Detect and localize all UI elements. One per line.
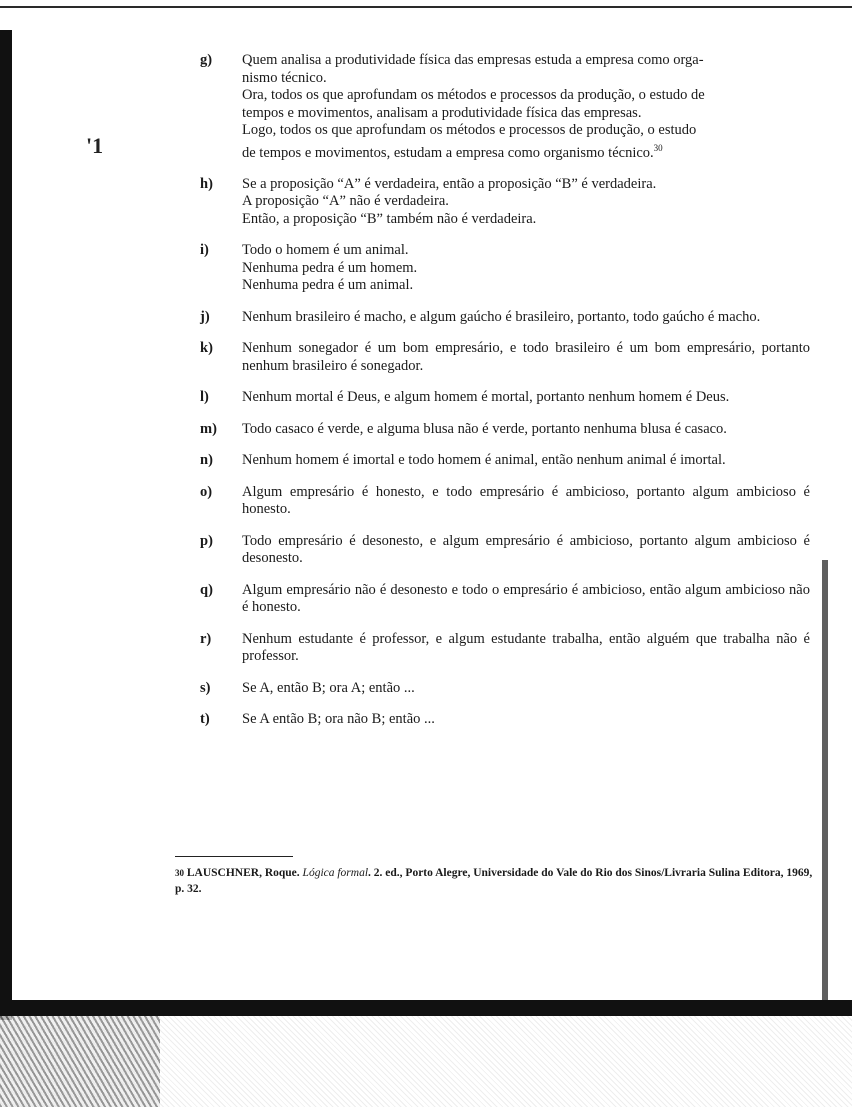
item-letter: o) (200, 483, 213, 500)
list-item (200, 309, 810, 327)
text-line: tempos e movimentos, analisam a produtividade física das empresas. (242, 104, 642, 121)
footnote-details: . 2. ed., Porto Alegre, Universidade do Vale do Rio dos Sinos/Livraria Sulina Editora, 1969, p. 32. (175, 867, 813, 895)
footnote-number: 30 (175, 868, 184, 878)
item-text (242, 52, 810, 162)
text-line: Nenhuma pedra é um homem. (242, 259, 418, 276)
text-line: Ora, todos os que aprofundam os métodos e processos da produção, o estudo de (242, 87, 705, 103)
item-text: Nenhum sonegador é um bom empresário, e todo brasileiro é um bom empresário, portanto nenhum brasileiro é sonegador. (242, 340, 810, 374)
item-letter: q) (200, 581, 213, 598)
scan-right-edge (822, 560, 828, 1010)
page-top-rule (0, 6, 852, 8)
item-letter: n) (200, 452, 213, 469)
item-text: Se A então B; ora não B; então ... (242, 711, 435, 728)
item-text: Todo empresário é desonesto, e algum empresário é ambicioso, portanto algum ambicioso é desonesto. (242, 532, 810, 567)
text-line: Se a proposição “A” é verdadeira, então a proposição “B” é verdadeira. (242, 175, 657, 192)
footnote-title: Lógica formal (302, 867, 369, 879)
item-text: Algum empresário não é desonesto e todo o empresário é ambicioso, então algum ambicioso não é honesto. (242, 581, 810, 616)
text-line: Todo o homem é um animal. (242, 242, 409, 259)
text-line: Nenhuma pedra é um animal. (242, 277, 414, 294)
item-text (242, 176, 810, 229)
scan-bottom-edge (10, 1000, 852, 1016)
exercise-list (200, 52, 810, 743)
item-text: Nenhum mortal é Deus, e algum homem é mortal, portanto nenhum homem é Deus. (242, 389, 730, 406)
text-line: Logo, todos os que aprofundam os métodos e processos de produção, o estudo (242, 122, 697, 138)
list-item (200, 242, 810, 295)
text-line: nismo técnico. (242, 69, 327, 86)
text-line-content: de tempos e movimentos, estudam a empresa como organismo técnico. (242, 144, 654, 161)
item-text: Se A, então B; ora A; então ... (242, 679, 415, 696)
list-item (200, 52, 810, 162)
item-text: Algum empresário é honesto, e todo empresário é ambicioso, portanto algum ambicioso é honesto. (242, 483, 810, 518)
item-letter: p) (200, 532, 213, 549)
item-letter: s) (200, 679, 211, 696)
scan-noise-left (0, 1016, 160, 1107)
list-item (200, 421, 810, 439)
list-item (200, 582, 810, 617)
item-text (242, 242, 810, 295)
item-letter: r) (200, 630, 212, 647)
footnote-author: LAUSCHNER, Roque. (186, 867, 300, 879)
item-letter: j) (200, 308, 210, 325)
list-item (200, 340, 810, 375)
list-item (200, 533, 810, 568)
text-line: Quem analisa a produtividade física das empresas estuda a empresa como orga- (242, 52, 704, 68)
list-item (200, 631, 810, 666)
list-item (200, 452, 810, 470)
item-text: Nenhum homem é imortal e todo homem é animal, então nenhum animal é imortal. (242, 452, 726, 469)
item-letter: t) (200, 711, 210, 728)
footnote-ref: 30 (653, 142, 663, 153)
item-letter: i) (200, 242, 209, 259)
item-text: Nenhum estudante é professor, e algum estudante trabalha, então alguém que trabalha não é professor. (242, 630, 810, 665)
item-letter: l) (200, 389, 209, 406)
margin-mark: '1 (86, 133, 104, 158)
footnote-divider (175, 856, 293, 857)
text-line (242, 140, 810, 162)
item-letter: h) (200, 175, 213, 192)
list-item (200, 711, 810, 729)
text-line: Então, a proposição “B” também não é verdadeira. (242, 210, 537, 227)
scan-left-edge (0, 30, 12, 1020)
list-item (200, 176, 810, 229)
list-item (200, 484, 810, 519)
item-text: Nenhum brasileiro é macho, e algum gaúcho é brasileiro, portanto, todo gaúcho é macho. (242, 308, 761, 325)
list-item (200, 389, 810, 407)
footnote (175, 865, 815, 897)
text-line: A proposição “A” não é verdadeira. (242, 193, 449, 210)
item-text: Todo casaco é verde, e alguma blusa não é verde, portanto nenhuma blusa é casaco. (242, 420, 727, 437)
item-letter: k) (200, 340, 213, 357)
item-letter: g) (200, 52, 213, 68)
list-item (200, 680, 810, 698)
item-letter: m) (200, 420, 217, 437)
